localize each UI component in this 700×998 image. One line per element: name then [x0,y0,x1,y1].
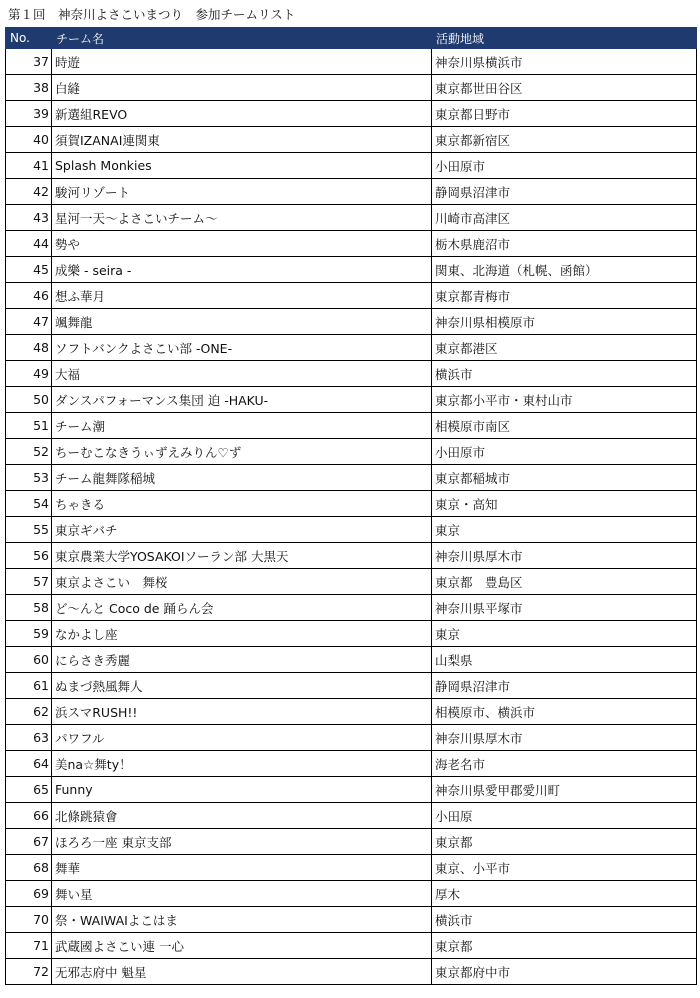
row-team-name: 颯舞龍 [52,309,432,335]
row-team-name: チーム潮 [52,413,432,439]
row-team-name: 浜スマRUSH!! [52,699,432,725]
table-row [6,569,697,595]
row-number: 60 [6,647,52,673]
table-row [6,283,697,309]
header-team-name: チーム名 [52,28,432,49]
row-area: 相模原市南区 [432,413,697,439]
row-number: 43 [6,205,52,231]
row-area: 東京都府中市 [432,959,697,985]
row-team-name: にらさき秀麗 [52,647,432,673]
row-area: 小田原 [432,803,697,829]
table-row [6,699,697,725]
table-row [6,829,697,855]
table-row [6,309,697,335]
table-row [6,933,697,959]
row-number: 69 [6,881,52,907]
row-area: 東京都小平市・東村山市 [432,387,697,413]
table-row [6,725,697,751]
row-number: 50 [6,387,52,413]
table-row [6,439,697,465]
row-number: 45 [6,257,52,283]
table-row [6,179,697,205]
row-area: 栃木県鹿沼市 [432,231,697,257]
table-row [6,673,697,699]
row-area: 東京都青梅市 [432,283,697,309]
header-area: 活動地域 [432,28,697,49]
row-area: 東京都港区 [432,335,697,361]
row-number: 57 [6,569,52,595]
row-number: 37 [6,49,52,75]
row-area: 東京都新宿区 [432,127,697,153]
row-team-name: 成樂 - seira - [52,257,432,283]
row-team-name: 駿河リゾート [52,179,432,205]
row-team-name: ちーむこなきうぃずえみりん♡ず [52,439,432,465]
row-area: 東京、小平市 [432,855,697,881]
row-number: 56 [6,543,52,569]
row-team-name: チーム龍舞隊稲城 [52,465,432,491]
row-area: 静岡県沼津市 [432,179,697,205]
row-area: 東京 [432,517,697,543]
row-number: 47 [6,309,52,335]
table-row [6,153,697,179]
table-row [6,127,697,153]
table-row [6,881,697,907]
row-number: 48 [6,335,52,361]
header-no: No. [6,28,52,49]
row-team-name: ぬまづ熱風舞人 [52,673,432,699]
table-row [6,231,697,257]
table-row [6,75,697,101]
row-number: 44 [6,231,52,257]
row-number: 42 [6,179,52,205]
row-area: 東京都 [432,829,697,855]
table-row [6,413,697,439]
row-number: 59 [6,621,52,647]
row-area: 東京都日野市 [432,101,697,127]
row-area: 関東、北海道（札幌、函館） [432,257,697,283]
row-team-name: パワフル [52,725,432,751]
row-number: 55 [6,517,52,543]
row-team-name: 須賀IZANAI連関東 [52,127,432,153]
row-number: 40 [6,127,52,153]
row-area: 東京都世田谷区 [432,75,697,101]
row-team-name: 无邪志府中 魁星 [52,959,432,985]
table-row [6,959,697,985]
table-row [6,361,697,387]
row-number: 38 [6,75,52,101]
row-team-name: 祭・WAIWAIよこはま [52,907,432,933]
row-team-name: 武蔵國よさこい連 一心 [52,933,432,959]
row-area: 川崎市高津区 [432,205,697,231]
row-number: 62 [6,699,52,725]
table-row [6,517,697,543]
table-row [6,101,697,127]
row-team-name: 白縫 [52,75,432,101]
row-area: 東京都 豊島区 [432,569,697,595]
row-area: 東京・高知 [432,491,697,517]
table-row [6,543,697,569]
row-area: 神奈川県愛甲郡愛川町 [432,777,697,803]
row-team-name: ダンスパフォーマンス集団 迫 -HAKU- [52,387,432,413]
row-area: 神奈川県厚木市 [432,725,697,751]
table-row [6,387,697,413]
row-number: 67 [6,829,52,855]
row-area: 神奈川県相模原市 [432,309,697,335]
row-number: 46 [6,283,52,309]
team-table [5,27,697,985]
row-team-name: Funny [52,777,432,803]
row-number: 72 [6,959,52,985]
table-header-row [6,28,697,49]
row-area: 山梨県 [432,647,697,673]
row-number: 64 [6,751,52,777]
row-number: 61 [6,673,52,699]
table-row [6,803,697,829]
table-row [6,335,697,361]
row-number: 52 [6,439,52,465]
row-team-name: 想ふ華月 [52,283,432,309]
table-row [6,621,697,647]
row-team-name: 東京農業大学YOSAKOIソーラン部 大黒天 [52,543,432,569]
row-number: 41 [6,153,52,179]
row-area: 東京都稲城市 [432,465,697,491]
row-area: 静岡県沼津市 [432,673,697,699]
row-number: 53 [6,465,52,491]
row-team-name: 時遊 [52,49,432,75]
row-number: 66 [6,803,52,829]
row-team-name: 大福 [52,361,432,387]
table-row [6,907,697,933]
table-body [6,49,697,985]
table-row [6,751,697,777]
row-area: 東京都 [432,933,697,959]
row-team-name: なかよし座 [52,621,432,647]
row-number: 70 [6,907,52,933]
row-team-name: 東京ギバチ [52,517,432,543]
row-number: 63 [6,725,52,751]
table-row [6,49,697,75]
row-team-name: 東京よさこい 舞桜 [52,569,432,595]
row-team-name: 美na☆舞ty！ [52,751,432,777]
row-number: 49 [6,361,52,387]
row-area: 厚木 [432,881,697,907]
row-area: 相模原市、横浜市 [432,699,697,725]
row-team-name: 舞華 [52,855,432,881]
table-row [6,595,697,621]
row-team-name: ど～んと Coco de 踊らん会 [52,595,432,621]
row-number: 51 [6,413,52,439]
page-title: 第１回 神奈川よさこいまつり 参加チームリスト [8,7,296,22]
row-area: 神奈川県厚木市 [432,543,697,569]
row-area: 横浜市 [432,907,697,933]
row-number: 68 [6,855,52,881]
row-number: 58 [6,595,52,621]
row-team-name: 北條跳猿會 [52,803,432,829]
row-area: 神奈川県横浜市 [432,49,697,75]
row-team-name: ちゃきる [52,491,432,517]
row-team-name: Splash Monkies [52,153,432,179]
row-team-name: 舞い星 [52,881,432,907]
row-team-name: 勢や [52,231,432,257]
row-team-name: ほろろ一座 東京支部 [52,829,432,855]
row-area: 小田原市 [432,439,697,465]
row-area: 東京 [432,621,697,647]
table-row [6,855,697,881]
table-row [6,257,697,283]
row-area: 小田原市 [432,153,697,179]
row-area: 海老名市 [432,751,697,777]
row-number: 54 [6,491,52,517]
table-row [6,647,697,673]
row-team-name: 新選組REVO [52,101,432,127]
row-number: 39 [6,101,52,127]
row-team-name: ソフトバンクよさこい部 -ONE- [52,335,432,361]
row-team-name: 星河一天～よさこいチーム～ [52,205,432,231]
row-area: 横浜市 [432,361,697,387]
row-area: 神奈川県平塚市 [432,595,697,621]
table-row [6,491,697,517]
row-number: 65 [6,777,52,803]
table-row [6,205,697,231]
table-row [6,465,697,491]
table-row [6,777,697,803]
row-number: 71 [6,933,52,959]
